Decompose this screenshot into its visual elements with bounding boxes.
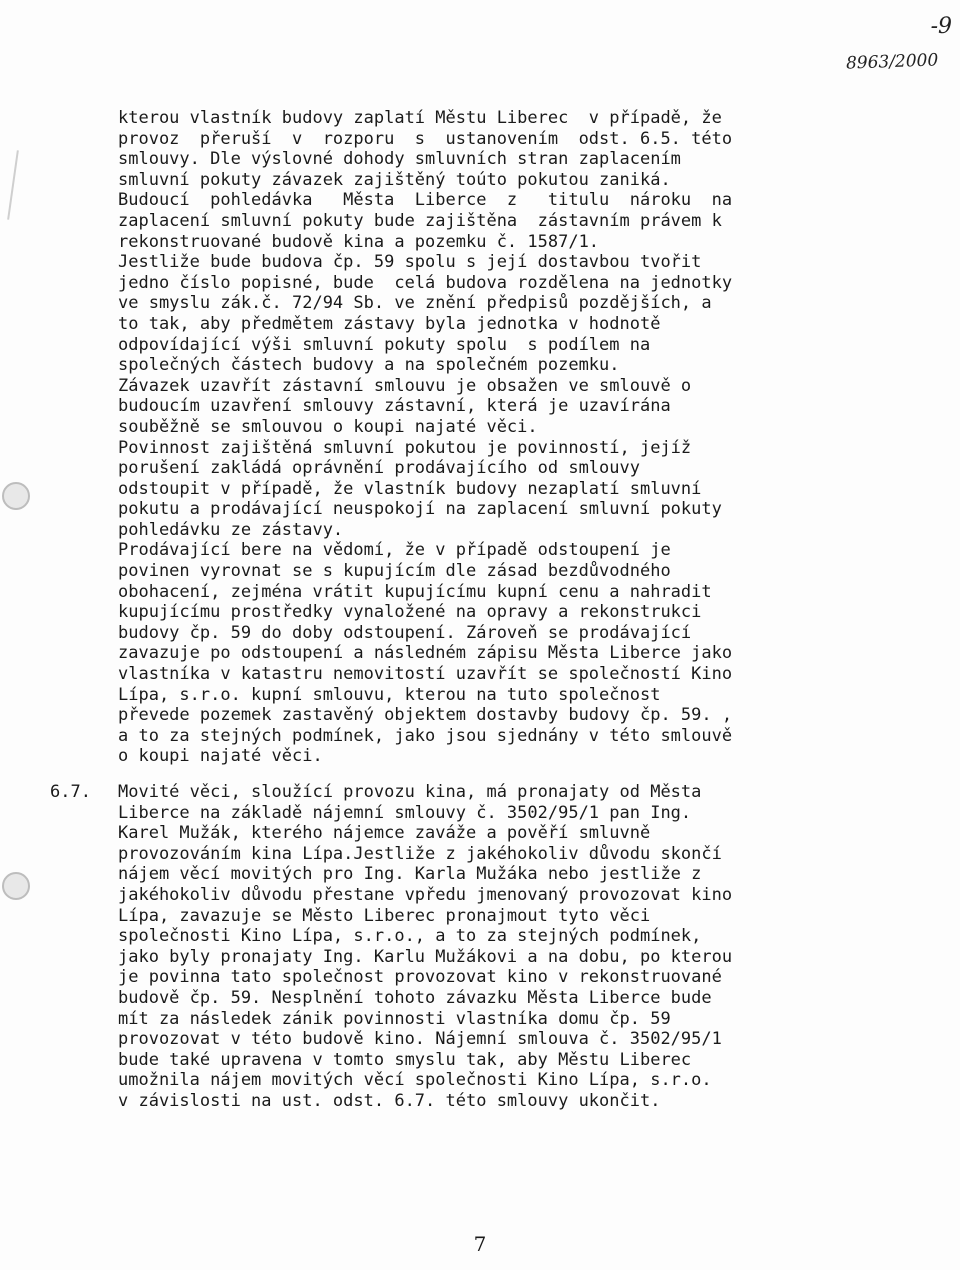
text-line: Budoucí pohledávka Města Liberce z titulu nároku na bbox=[118, 190, 733, 211]
text-line: kupujícímu prostředky vynaložené na opravy a rekonstrukci bbox=[118, 602, 702, 623]
text-line: jakéhokoliv důvodu přestane vpředu jmenovaný provozovat kino bbox=[118, 884, 733, 905]
text-line: v závislosti na ust. odst. 6.7. této smlouvy ukončit. bbox=[118, 1090, 661, 1111]
text-line: budoucím uzavření smlouvy zástavní, která je uzavírána bbox=[118, 396, 671, 417]
text-line: to tak, aby předmětem zástavy byla jednotka v hodnotě bbox=[118, 313, 661, 334]
text-line: o koupi najaté věci. bbox=[118, 746, 323, 767]
text-line: povinen vyrovnat se s kupujícím dle zásad bezdůvodného bbox=[118, 561, 671, 582]
text-line: Movité věci, sloužící provozu kina, má pronajaty od Města bbox=[118, 782, 702, 802]
text-line: jako byly pronajaty Ing. Karlu Mužákovi a na dobu, po kterou bbox=[118, 946, 733, 967]
text-line: smluvní pokuty závazek zajištěný toúto pokutou zaniká. bbox=[118, 169, 671, 190]
text-line: mít za následek zánik povinnosti vlastníka domu čp. 59 bbox=[118, 1008, 671, 1029]
text-line: odpovídající výši smluvní pokuty spolu s podílem na bbox=[118, 334, 651, 355]
text-line: rekonstruované budově kina a pozemku č. 1587/1. bbox=[118, 231, 600, 252]
handwritten-reference: 8963/2000 bbox=[845, 50, 939, 74]
text-line: pohledávku ze zástavy. bbox=[118, 519, 344, 540]
text-line: Karel Mužák, kterého nájemce zaváže a pověří smluvně bbox=[118, 823, 651, 844]
section-6-7-paragraph bbox=[118, 782, 858, 1112]
text-line: smlouvy. Dle výslovné dohody smluvních stran zaplacením bbox=[118, 149, 681, 170]
text-line: Závazek uzavřít zástavní smlouvu je obsažen ve smlouvě o bbox=[118, 375, 692, 396]
text-line: porušení zakládá oprávnění prodávajícího od smlouvy bbox=[118, 458, 640, 479]
text-line: Jestliže bude budova čp. 59 spolu s její dostavbou tvořit bbox=[118, 252, 702, 273]
text-line: Lípa, s.r.o. kupní smlouvu, kterou na tuto společnost bbox=[118, 684, 661, 705]
text-line: jedno číslo popisné, bude celá budova rozdělena na jednotky bbox=[118, 272, 733, 293]
text-line: budově čp. 59. Nesplnění tohoto závazku Města Liberce bude bbox=[118, 987, 712, 1008]
text-line: společnosti Kino Lípa, s.r.o., a to za stejných podmínek, bbox=[118, 926, 702, 947]
text-line: umožnila nájem movitých věcí společnosti Kino Lípa, s.r.o. bbox=[118, 1070, 712, 1091]
text-line: Povinnost zajištěná smluvní pokutou je povinností, jejíž bbox=[118, 437, 692, 458]
text-line: převede pozemek zastavěný objektem dostavby budovy čp. 59. , bbox=[118, 705, 733, 726]
text-line: bude také upravena v tomto smyslu tak, aby Městu Liberec bbox=[118, 1049, 692, 1070]
text-line: Prodávající bere na vědomí, že v případě odstoupení je bbox=[118, 540, 671, 561]
text-line: odstoupit v případě, že vlastník budovy nezaplatí smluvní bbox=[118, 478, 702, 499]
text-line: vlastníka v katastru nemovitostí uzavřít se společností Kino bbox=[118, 664, 733, 685]
text-line: souběžně se smlouvou o koupi najaté věci. bbox=[118, 416, 538, 437]
text-line: nájem věcí movitých pro Ing. Karla Mužáka nebo jestliže z bbox=[118, 864, 702, 885]
text-line: provozovat v této budově kino. Nájemní smlouva č. 3502/95/1 bbox=[118, 1029, 722, 1050]
text-line: a to za stejných podmínek, jako jsou sjednány v této smlouvě bbox=[118, 725, 733, 746]
corner-mark: -9 bbox=[930, 14, 952, 39]
text-line: budovy čp. 59 do doby odstoupení. Zároveň se prodávající bbox=[118, 622, 692, 643]
text-line: provozováním kina Lípa.Jestliže z jakéhokoliv důvodu skončí bbox=[118, 843, 722, 864]
page-number: 7 bbox=[473, 1232, 487, 1256]
section-number: 6.7. bbox=[50, 782, 91, 802]
text-line: kterou vlastník budovy zaplatí Městu Liberec v případě, že bbox=[118, 108, 722, 128]
text-line: ve smyslu zák.č. 72/94 Sb. ve znění předpisů pozdějších, a bbox=[118, 293, 712, 314]
punch-hole-icon bbox=[2, 482, 30, 510]
text-line: společných částech budovy a na společném pozemku. bbox=[118, 355, 620, 376]
text-line: Lípa, zavazuje se Město Liberec pronajmout tyto věci bbox=[118, 905, 651, 926]
text-line: zaplacení smluvní pokuty bude zajištěna zástavním právem k bbox=[118, 210, 722, 231]
text-line: obohacení, zejména vrátit kupujícímu kupní cenu a nahradit bbox=[118, 581, 712, 602]
text-line: zavazuje po odstoupení a následném zápisu Města Liberce jako bbox=[118, 643, 733, 664]
margin-mark bbox=[7, 150, 19, 220]
text-line: je povinna tato společnost provozovat kino v rekonstruované bbox=[118, 967, 722, 988]
punch-hole-icon bbox=[2, 872, 30, 900]
main-paragraph bbox=[118, 108, 858, 767]
text-line: provoz přeruší v rozporu s ustanovením odst. 6.5. této bbox=[118, 128, 733, 149]
text-line: Liberce na základě nájemní smlouvy č. 3502/95/1 pan Ing. bbox=[118, 802, 692, 823]
text-line: pokutu a prodávající neuspokojí na zaplacení smluvní pokuty bbox=[118, 499, 722, 520]
